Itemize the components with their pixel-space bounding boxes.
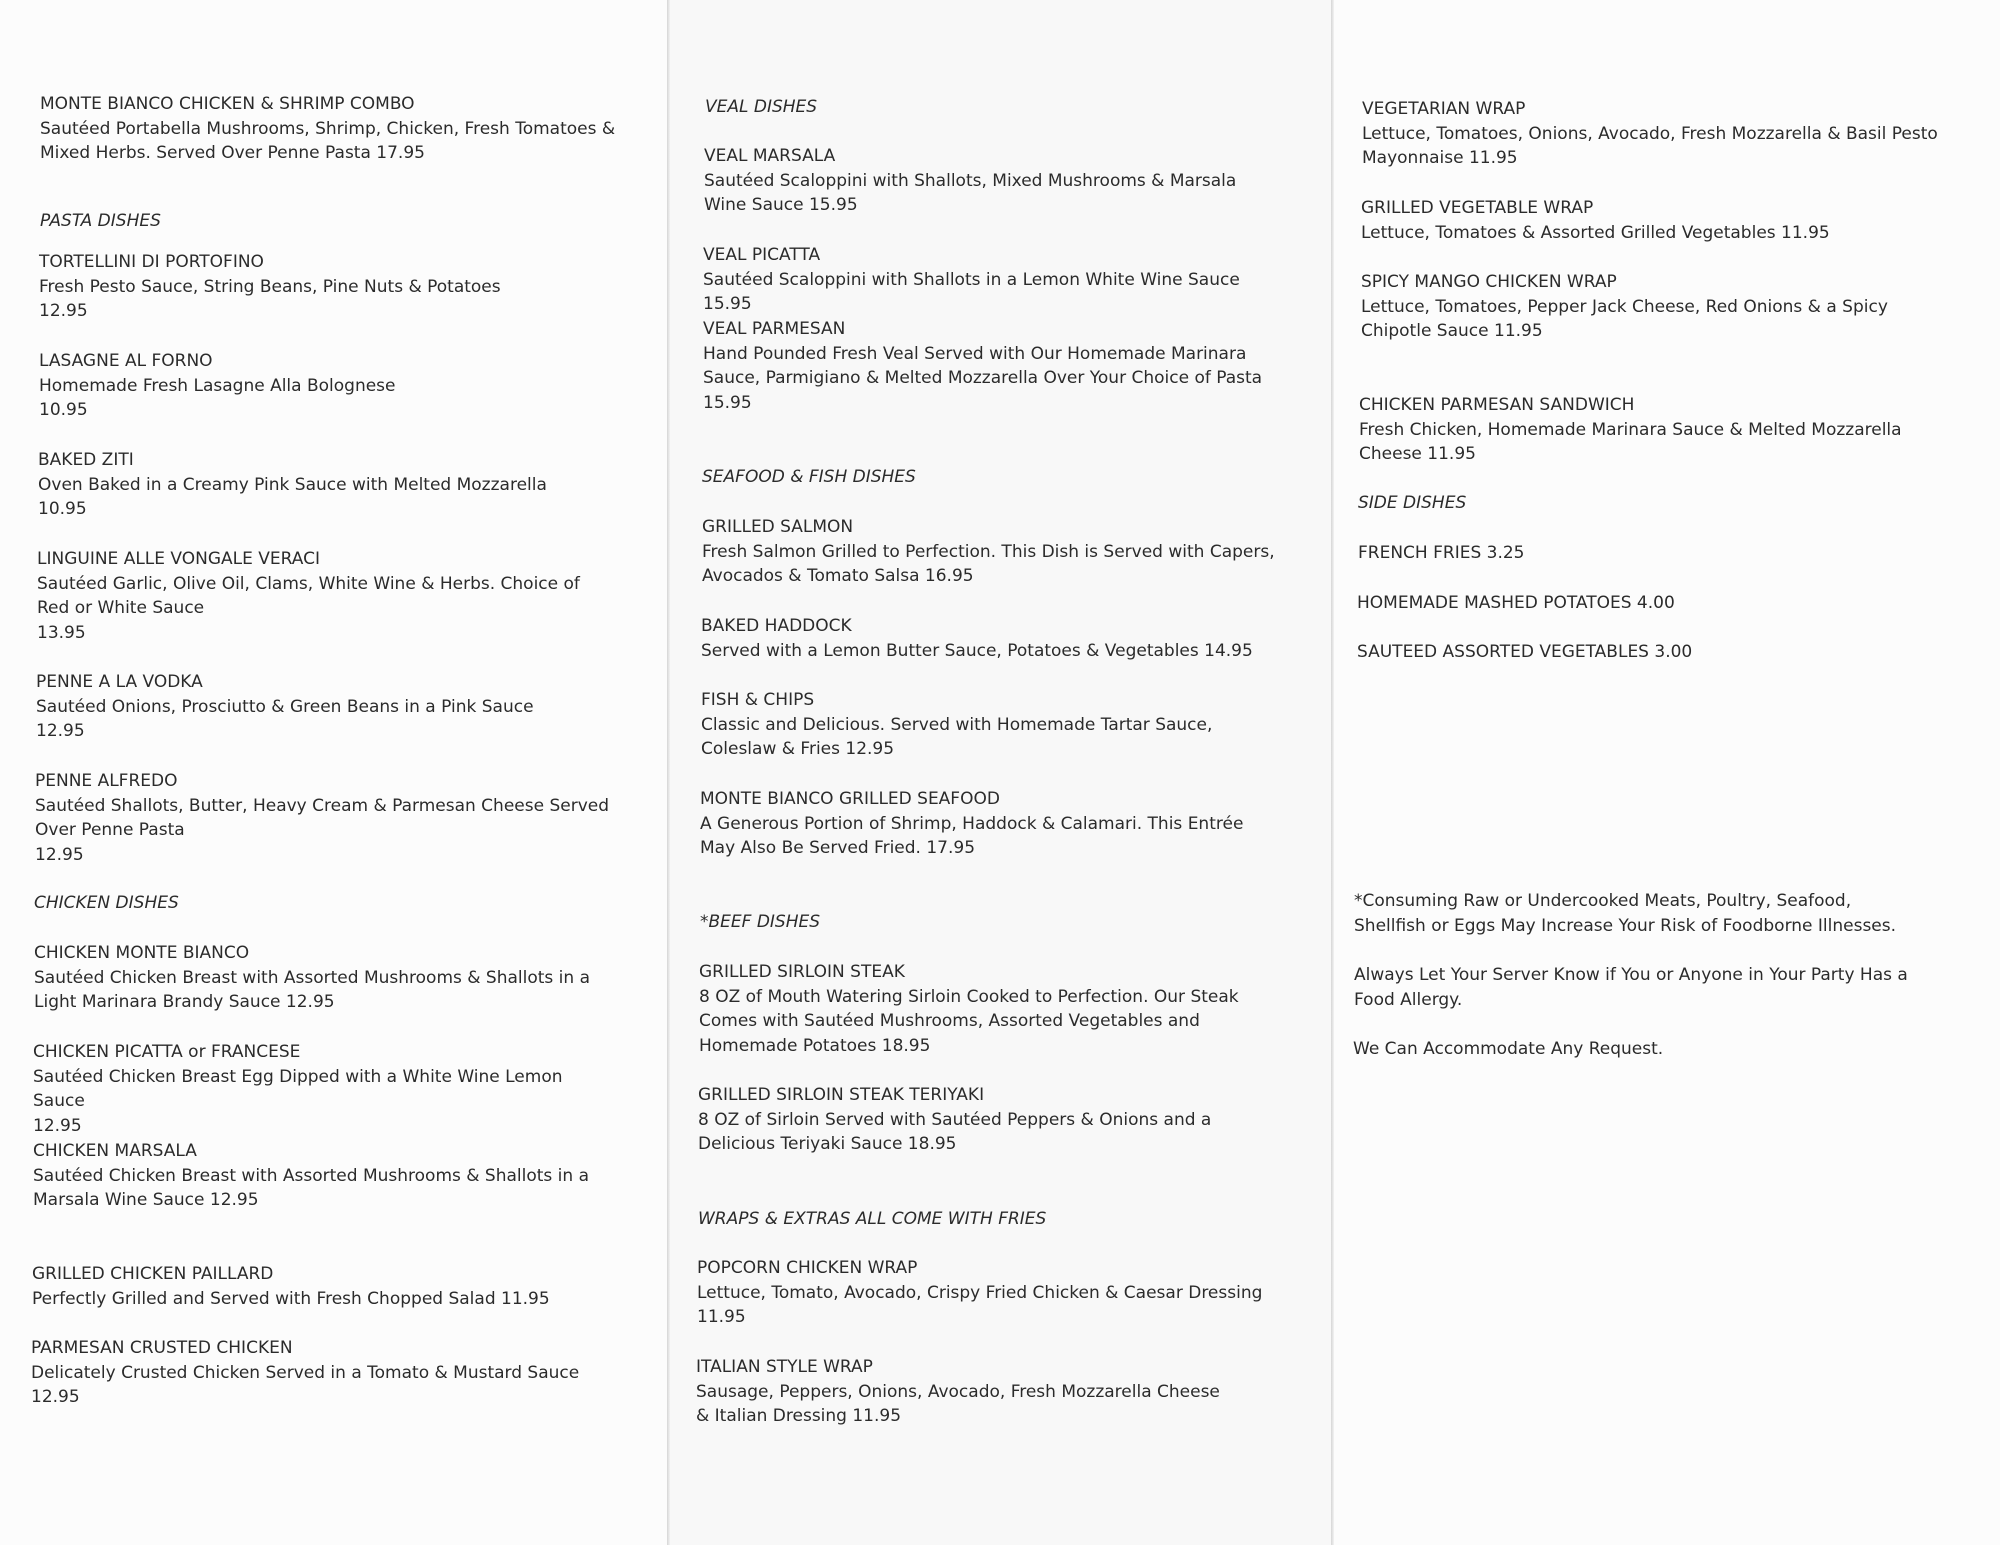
item-name: GRILLED SIRLOIN STEAK <box>699 962 905 982</box>
item-name: BAKED ZITI <box>38 450 134 470</box>
side-item <box>1358 541 1948 566</box>
item-price: 12.95 <box>39 301 88 321</box>
item-name: SAUTEED ASSORTED VEGETABLES 3.00 <box>1357 642 1693 662</box>
item-description: Hand Pounded Fresh Veal Served with Our Homemade Marinara Sauce, Parmigiano & Melted Mozzarella Over Your Choice of Pasta <box>703 343 1263 388</box>
menu-item <box>40 92 620 166</box>
item-name: PENNE ALFREDO <box>35 771 178 791</box>
item-name: MONTE BIANCO CHICKEN & SHRIMP COMBO <box>40 94 415 114</box>
menu-item <box>703 243 1293 317</box>
menu-item <box>32 1262 622 1311</box>
item-name: CHICKEN MONTE BIANCO <box>34 943 250 963</box>
item-name: VEAL MARSALA <box>704 146 836 166</box>
item-name: BAKED HADDOCK <box>701 616 852 636</box>
menu-item <box>697 1256 1277 1330</box>
menu-item <box>33 1040 613 1138</box>
accommodate-note: We Can Accommodate Any Request. <box>1353 1039 1664 1059</box>
page-fold <box>1331 0 1334 1545</box>
item-description: Sautéed Chicken Breast Egg Dipped with a White Wine Lemon Sauce <box>33 1066 563 1111</box>
item-description: Lettuce, Tomatoes, Pepper Jack Cheese, Red Onions & a Spicy Chipotle Sauce 11.95 <box>1361 296 1888 341</box>
menu-item <box>701 688 1281 762</box>
menu-item <box>703 317 1283 415</box>
menu-item <box>38 448 628 522</box>
item-price: 12.95 <box>35 844 84 865</box>
item-name: PENNE A LA VODKA <box>36 672 203 692</box>
menu-item <box>699 960 1259 1058</box>
item-description: Sautéed Garlic, Olive Oil, Clams, White Wine & Herbs. Choice of Red or White Sauce <box>37 573 580 618</box>
item-description: Lettuce, Tomatoes, Onions, Avocado, Fresh Mozzarella & Basil Pesto Mayonnaise 11.95 <box>1362 123 1938 168</box>
item-description: Sausage, Peppers, Onions, Avocado, Fresh Mozzarella Cheese & Italian Dressing 11.95 <box>696 1381 1220 1426</box>
side-item <box>1357 640 1947 665</box>
item-description: Perfectly Grilled and Served with Fresh Chopped Salad 11.95 <box>32 1288 550 1309</box>
item-description: Fresh Salmon Grilled to Perfection. This Dish is Served with Capers, Avocados & Tomato Salsa 16.95 <box>702 541 1275 586</box>
item-description: Sautéed Chicken Breast with Assorted Mushrooms & Shallots in a Light Marinara Brandy Sauce 12.95 <box>34 967 591 1012</box>
item-name: FISH & CHIPS <box>701 690 815 710</box>
item-description: Classic and Delicious. Served with Homemade Tartar Sauce, Coleslaw & Fries 12.95 <box>701 714 1213 759</box>
menu-item <box>39 349 629 423</box>
item-description: Oven Baked in a Creamy Pink Sauce with Melted Mozzarella <box>38 474 547 495</box>
menu-item <box>702 515 1282 589</box>
item-price: 10.95 <box>38 499 87 519</box>
item-name: MONTE BIANCO GRILLED SEAFOOD <box>700 789 1000 809</box>
item-price: 12.95 <box>36 721 85 741</box>
menu-item <box>696 1355 1236 1429</box>
item-description: Fresh Pesto Sauce, String Beans, Pine Nuts & Potatoes <box>39 276 501 297</box>
menu-item <box>1362 97 1942 171</box>
item-description: Lettuce, Tomato, Avocado, Crispy Fried Chicken & Caesar Dressing 11.95 <box>697 1282 1263 1327</box>
item-name: PARMESAN CRUSTED CHICKEN <box>31 1338 293 1358</box>
section-heading-veal: VEAL DISHES <box>705 97 818 117</box>
item-name: HOMEMADE MASHED POTATOES 4.00 <box>1357 593 1675 613</box>
item-name: GRILLED VEGETABLE WRAP <box>1361 198 1594 218</box>
menu-item <box>39 250 629 324</box>
section-heading-wraps: WRAPS & EXTRAS ALL COME WITH FRIES <box>698 1209 1047 1229</box>
item-price: 13.95 <box>37 622 86 643</box>
item-name: LINGUINE ALLE VONGALE VERACI <box>37 549 320 569</box>
allergy-note: Always Let Your Server Know if You or Anyone in Your Party Has a Food Allergy. <box>1354 965 1908 1010</box>
menu-item <box>701 614 1291 663</box>
item-name: GRILLED SALMON <box>702 517 854 537</box>
item-description: Sautéed Onions, Prosciutto & Green Beans in a Pink Sauce <box>36 696 534 717</box>
item-description: A Generous Portion of Shrimp, Haddock & Calamari. This Entrée May Also Be Served Fried. 17.95 <box>700 813 1244 858</box>
item-name: LASAGNE AL FORNO <box>39 351 213 371</box>
item-description: Sautéed Shallots, Butter, Heavy Cream & Parmesan Cheese Served Over Penne Pasta <box>35 795 610 840</box>
menu-item <box>1359 393 1929 467</box>
section-heading-pasta: PASTA DISHES <box>40 211 161 231</box>
item-name: POPCORN CHICKEN WRAP <box>697 1258 918 1278</box>
menu-item <box>698 1083 1278 1157</box>
menu-item <box>37 547 617 645</box>
menu-item <box>1361 270 1921 344</box>
item-description: Sautéed Chicken Breast with Assorted Mushrooms & Shallots in a Marsala Wine Sauce 12.95 <box>33 1165 590 1210</box>
item-description: Served with a Lemon Butter Sauce, Potatoes & Vegetables 14.95 <box>701 640 1253 661</box>
item-name: SPICY MANGO CHICKEN WRAP <box>1361 272 1617 292</box>
item-name: GRILLED SIRLOIN STEAK TERIYAKI <box>698 1085 985 1105</box>
section-heading-sides: SIDE DISHES <box>1358 493 1467 513</box>
menu-item <box>33 1139 603 1213</box>
item-name: ITALIAN STYLE WRAP <box>696 1357 873 1377</box>
item-description: Fresh Chicken, Homemade Marinara Sauce & Melted Mozzarella Cheese 11.95 <box>1359 419 1902 464</box>
item-description: Sautéed Scaloppini with Shallots, Mixed Mushrooms & Marsala Wine Sauce 15.95 <box>704 170 1237 215</box>
side-item <box>1357 591 1947 616</box>
item-name: CHICKEN PARMESAN SANDWICH <box>1359 395 1635 415</box>
menu-item <box>1361 196 1951 245</box>
item-description: Sautéed Scaloppini with Shallots in a Lemon White Wine Sauce 15.95 <box>703 269 1240 314</box>
menu-item <box>34 941 604 1015</box>
section-heading-seafood: SEAFOOD & FISH DISHES <box>702 467 916 487</box>
item-name: CHICKEN PICATTA or FRANCESE <box>33 1042 301 1062</box>
item-description: 8 OZ of Mouth Watering Sirloin Cooked to Perfection. Our Steak Comes with Sautéed Mushrooms, Assorted Vegetables and Homemade Potatoes 18.95 <box>699 986 1239 1056</box>
menu-item <box>35 769 615 867</box>
item-description: 8 OZ of Sirloin Served with Sautéed Peppers & Onions and a Delicious Teriyaki Sauce 18.95 <box>698 1109 1212 1154</box>
food-safety-note: *Consuming Raw or Undercooked Meats, Poultry, Seafood, Shellfish or Eggs May Increase Your Risk of Foodborne Illnesses. <box>1354 891 1897 936</box>
item-name: VEAL PICATTA <box>703 245 821 265</box>
section-heading-beef: *BEEF DISHES <box>700 912 821 932</box>
item-price: 10.95 <box>39 400 88 420</box>
item-name: FRENCH FRIES 3.25 <box>1358 543 1525 563</box>
item-name: VEGETARIAN WRAP <box>1362 99 1526 119</box>
item-name: TORTELLINI DI PORTOFINO <box>39 252 264 272</box>
menu-item <box>704 144 1284 218</box>
item-description: Sautéed Portabella Mushrooms, Shrimp, Chicken, Fresh Tomatoes & Mixed Herbs. Served Over Penne Pasta 17.95 <box>40 118 616 163</box>
item-name: GRILLED CHICKEN PAILLARD <box>32 1264 274 1284</box>
menu-item <box>31 1336 621 1410</box>
item-description: Lettuce, Tomatoes & Assorted Grilled Vegetables 11.95 <box>1361 222 1830 243</box>
item-name: VEAL PARMESAN <box>703 319 846 339</box>
item-price: 12.95 <box>33 1115 82 1136</box>
section-heading-chicken: CHICKEN DISHES <box>34 893 179 913</box>
item-price: 15.95 <box>703 392 752 413</box>
item-name: CHICKEN MARSALA <box>33 1141 197 1161</box>
page-fold <box>667 0 670 1545</box>
item-description: Homemade Fresh Lasagne Alla Bolognese <box>39 375 396 396</box>
menu-item <box>700 787 1280 861</box>
item-description: Delicately Crusted Chicken Served in a Tomato & Mustard Sauce <box>31 1362 580 1383</box>
item-price: 12.95 <box>31 1387 80 1407</box>
menu-item <box>36 670 626 744</box>
